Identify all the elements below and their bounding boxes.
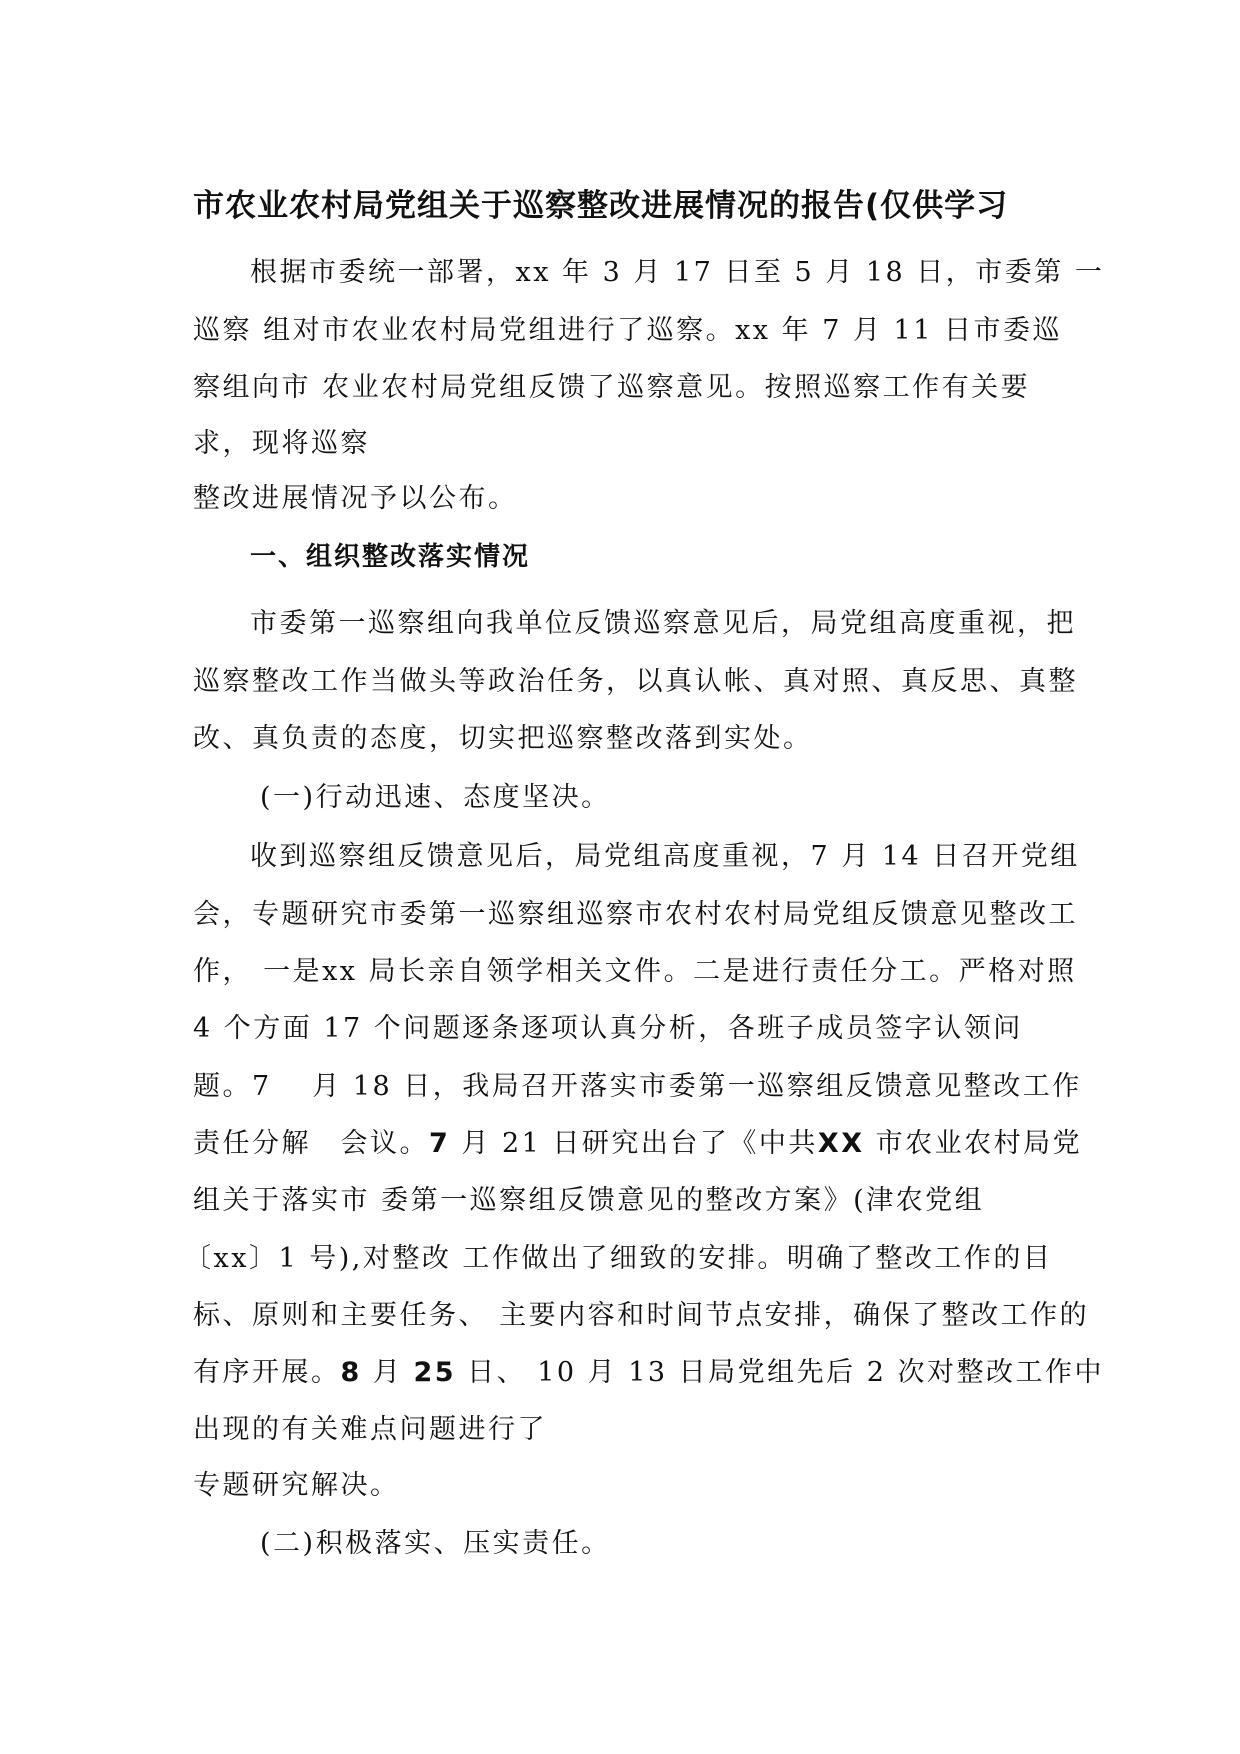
subsection-heading: (一)行动迅速、态度坚决。 (260, 782, 611, 813)
paragraph-line (193, 1127, 1082, 1161)
paragraph-line: 出现的有关难点问题进行了 (193, 1414, 547, 1445)
paragraph-line: 根据市委统一部署，xx 年 3 月 17 日至 5 月 18 日，市委第 一 (250, 257, 1105, 288)
bold-number: 25 (413, 1357, 457, 1388)
paragraph-line: 专题研究解决。 (193, 1470, 400, 1501)
paragraph-line: 标、原则和主要任务、 主要内容和时间节点安排，确保了整改工作的 (193, 1300, 1090, 1331)
paragraph-line: 巡察整改工作当做头等政治任务，以真认帐、真对照、真反思、真整 (193, 666, 1078, 697)
paragraph-line: 整改进展情况予以公布。 (193, 483, 518, 514)
paragraph-line: 改、真负责的态度，切实把巡察整改落到实处。 (193, 723, 813, 754)
paragraph-line: 市委第一巡察组向我单位反馈巡察意见后，局党组高度重视，把 (250, 608, 1076, 639)
paragraph-line: 收到巡察组反馈意见后，局党组高度重视，7 月 14 日召开党组 (250, 841, 1080, 872)
line-text: 有序开展。 (193, 1357, 341, 1388)
paragraph-line (193, 1356, 1104, 1390)
paragraph-line: 求，现将巡察 (193, 428, 370, 459)
bold-text: XX (817, 1128, 865, 1159)
paragraph-line: 组关于落实市 委第一巡察组反馈意见的整改方案》(津农党组 (193, 1185, 985, 1216)
paragraph-line: 察组向市 农业农村局党组反馈了巡察意见。按照巡察工作有关要 (193, 372, 1031, 403)
line-text: 责任分解 会议。 (193, 1128, 429, 1159)
line-text: 月 (361, 1357, 414, 1388)
paragraph-line: 会，专题研究市委第一巡察组巡察市农村农村局党组反馈意见整改工 (193, 899, 1078, 930)
line-text: 市农业农村局党 (864, 1128, 1083, 1159)
paragraph-line: 4 个方面 17 个问题逐条逐项认真分析，各班子成员签字认领问 (193, 1013, 1023, 1044)
paragraph-line: 作， 一是xx 局长亲自领学相关文件。二是进行责任分工。严格对照 (193, 956, 1077, 987)
line-text: 日、 10 月 13 日局党组先后 2 次对整改工作中 (456, 1357, 1105, 1388)
paragraph-line: 题。7 月 18 日，我局召开落实市委第一巡察组反馈意见整改工作 (193, 1071, 1082, 1102)
document-title: 市农业农村局党组关于巡察整改进展情况的报告(仅供学习 (193, 188, 1009, 224)
paragraph-line: 巡察 组对市农业农村局党组进行了巡察。xx 年 7 月 11 日市委巡 (193, 315, 1062, 346)
section-heading: 一、组织整改落实情况 (250, 542, 531, 572)
paragraph-line: 〔xx〕1 号),对整改 工作做出了细致的安排。明确了整改工作的目 (184, 1243, 1053, 1274)
bold-number: 7 (429, 1128, 451, 1159)
subsection-heading: (二)积极落实、压实责任。 (260, 1528, 611, 1559)
bold-number: 8 (340, 1357, 362, 1388)
line-text: 月 21 日研究出台了《中共 (450, 1128, 818, 1159)
